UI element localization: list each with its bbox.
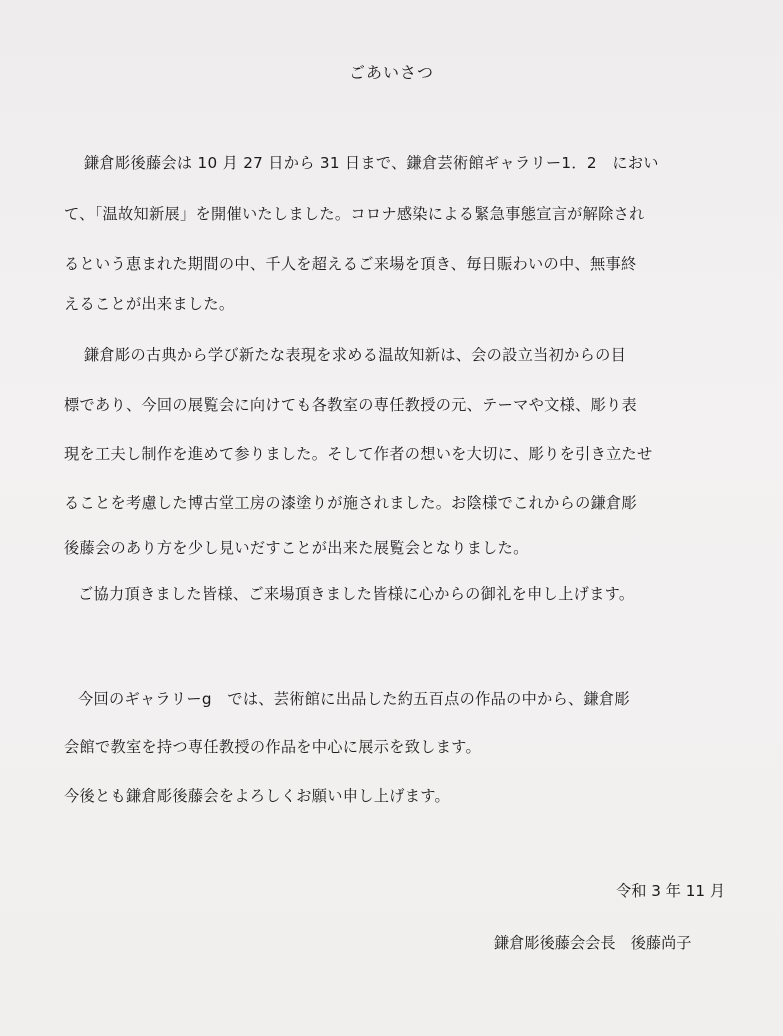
paragraph-4-line-3: 今後とも鎌倉彫後藤会をよろしくお願い申し上げます。 <box>64 787 450 805</box>
paragraph-1-line-2: て、「温故知新展」を開催いたしました。コロナ感染による緊急事態宣言が解除され <box>64 205 645 223</box>
paragraph-2-line-1: 鎌倉彫の古典から学び新たな表現を求める温故知新は、会の設立当初からの目 <box>84 346 627 364</box>
paragraph-1-line-3: るという恵まれた期間の中、千人を超えるご来場を頂き、毎日賑わいの中、無事終 <box>64 255 637 273</box>
paragraph-2-line-4: ることを考慮した博古堂工房の漆塗りが施されました。お陰様でこれからの鎌倉彫 <box>64 494 638 512</box>
paragraph-4-line-1: 今回のギャラリーg では、芸術館に出品した約五百点の作品の中から、鎌倉彫 <box>78 690 631 708</box>
letter-date: 令和 3 年 11 月 <box>616 882 726 900</box>
letter-heading: ごあいさつ <box>348 63 434 82</box>
letter-signature: 鎌倉彫後藤会会長 後藤尚子 <box>494 934 692 952</box>
paragraph-1-line-4: えることが出来ました。 <box>64 295 235 313</box>
paragraph-3: ご協力頂きました皆様、ご来場頂きました皆様に心からの御礼を申し上げます。 <box>78 585 635 603</box>
paragraph-2-line-5: 後藤会のあり方を少し見いだすことが出来た展覧会となりました。 <box>64 539 529 557</box>
paragraph-1-line-1: 鎌倉彫後藤会は 10 月 27 日から 31 日まで、鎌倉芸術館ギャラリー1．2 におい <box>84 154 659 172</box>
paragraph-2-line-2: 標であり、今回の展覧会に向けても各教室の専任教授の元、テーマや文様、彫り表 <box>64 396 638 414</box>
paragraph-2-line-3: 現を工夫し制作を進めて参りました。そして作者の想いを大切に、彫りを引き立たせ <box>64 445 653 463</box>
paragraph-4-line-2: 会館で教室を持つ専任教授の作品を中心に展示を致します。 <box>64 738 481 756</box>
